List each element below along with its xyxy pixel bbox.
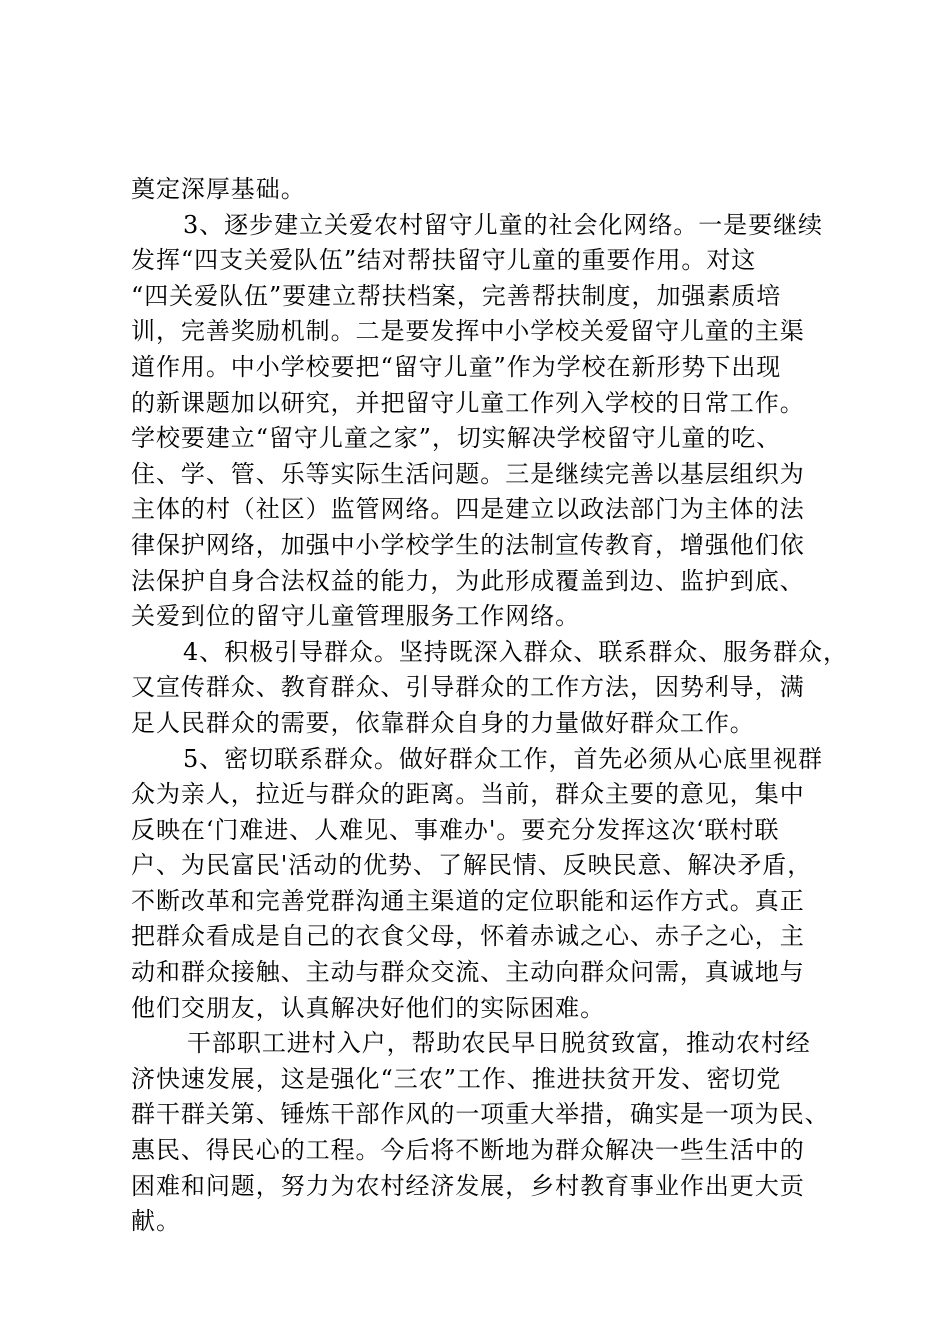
closing-paragraph-start: 干部职工进村入户，帮助农民早日脱贫致富，推动农村经: [187, 1029, 811, 1058]
text-line: 献。: [131, 1207, 181, 1236]
text-line: 律保护网络，加强中小学校学生的法制宣传教育，增强他们依: [131, 530, 805, 559]
text-line: 的新课题加以研究，并把留守儿童工作列入学校的日常工作。: [131, 388, 805, 417]
text-line: 法保护自身合法权益的能力，为此形成覆盖到边、监护到底、: [131, 566, 805, 595]
text-line: 学校要建立“留守儿童之家”，切实解决学校留守儿童的吃、: [131, 424, 782, 453]
text-line: 把群众看成是自己的衣食父母，怀着赤诚之心、赤子之心，主: [131, 922, 805, 951]
text-line: 不断改革和完善党群沟通主渠道的定位职能和运作方式。真正: [131, 886, 805, 915]
text-line: 惠民、得民心的工程。今后将不断地为群众解决一些生活中的: [131, 1136, 805, 1165]
paragraph-3-start: 3、逐步建立关爱农村留守儿童的社会化网络。一是要继续: [183, 210, 823, 239]
text-line: 户、为民富民'活动的优势、了解民情、反映民意、解决矛盾，: [131, 851, 813, 880]
text-line: 足人民群众的需要，依靠群众自身的力量做好群众工作。: [131, 708, 755, 737]
text-line: 主体的村（社区）监管网络。四是建立以政法部门为主体的法: [131, 495, 805, 524]
paragraph-5-start: 5、密切联系群众。做好群众工作，首先必须从心底里视群: [183, 744, 823, 773]
text-line: 困难和问题，努力为农村经济发展，乡村教育事业作出更大贡: [131, 1171, 805, 1200]
text-line: 济快速发展，这是强化“三农”工作、推进扶贫开发、密切党: [131, 1064, 782, 1093]
text-line: 反映在‘门难进、人难见、事难办'。要充分发挥这次‘联村联: [131, 815, 780, 844]
text-line: 道作用。中小学校要把“留守儿童”作为学校在新形势下出现: [131, 352, 782, 381]
text-line: 发挥“四支关爱队伍”结对帮扶留守儿童的重要作用。对这: [131, 246, 757, 275]
text-line: “四关爱队伍”要建立帮扶档案，完善帮扶制度，加强素质培: [131, 281, 782, 310]
text-line: 群干群关第、锤炼干部作风的一项重大举措，确实是一项为民、: [131, 1100, 830, 1129]
paragraph-4-start: 4、积极引导群众。坚持既深入群众、联系群众、服务群众，: [183, 637, 848, 666]
text-line: 住、学、管、乐等实际生活问题。三是继续完善以基层组织为: [131, 459, 805, 488]
text-line: 训，完善奖励机制。二是要发挥中小学校关爱留守儿童的主渠: [131, 317, 805, 346]
text-line: 又宣传群众、教育群众、引导群众的工作方法，因势利导，满: [131, 673, 805, 702]
document-body: [131, 172, 848, 1240]
text-line: 关爱到位的留守儿童管理服务工作网络。: [131, 602, 581, 631]
text-line: 众为亲人，拉近与群众的距离。当前，群众主要的意见，集中: [131, 780, 805, 809]
text-line: 奠定深厚基础。: [131, 175, 306, 203]
text-line: 动和群众接触、主动与群众交流、主动向群众问需，真诚地与: [131, 958, 805, 987]
text-line: 他们交朋友，认真解决好他们的实际困难。: [131, 993, 606, 1022]
